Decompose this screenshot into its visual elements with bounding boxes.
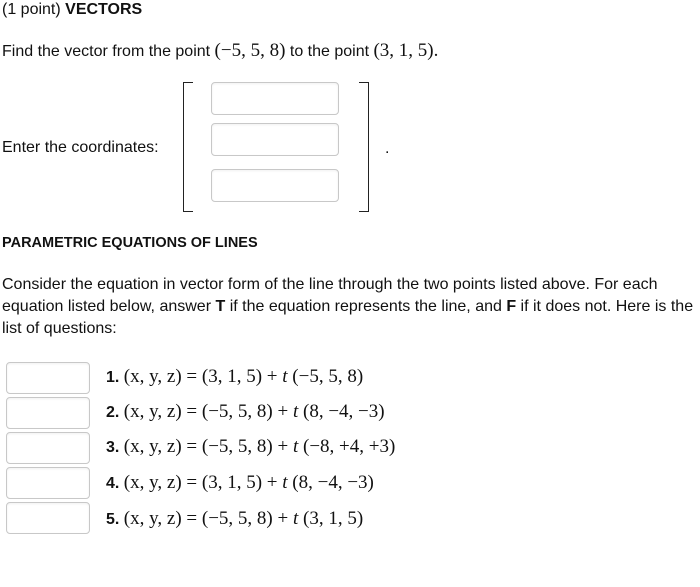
coordinates-label: Enter the coordinates:	[2, 139, 159, 156]
equation-direction: (3, 1, 5)	[298, 508, 364, 529]
equation-plus: +	[262, 366, 283, 387]
coordinate-y-input[interactable]	[211, 123, 339, 156]
trailing-period: .	[385, 140, 390, 157]
equation-point: (3, 1, 5)	[201, 472, 263, 493]
equation-direction: (−5, 5, 8)	[287, 366, 364, 387]
problem-header	[2, 1, 142, 19]
equation-row-2	[106, 401, 385, 423]
parameter-t: t	[282, 366, 288, 387]
parameter-t: t	[282, 472, 288, 493]
equation-point: (−5, 5, 8)	[201, 508, 273, 529]
equation-plus: +	[272, 401, 293, 422]
coordinate-z-input[interactable]	[211, 169, 339, 202]
instructions-text-1: Consider the equation in vector form of the line through the two points listed above. For each equation listed below, answer	[2, 276, 658, 315]
question-find-vector	[2, 40, 438, 62]
equation-row-5	[106, 508, 363, 530]
equation-point: (−5, 5, 8)	[201, 401, 273, 422]
left-bracket	[183, 82, 193, 212]
right-bracket	[359, 82, 369, 212]
question-prefix: Find the vector from the point	[2, 43, 215, 60]
answer-input-2[interactable]	[6, 397, 90, 429]
equation-number: 2.	[106, 404, 120, 421]
equation-direction: (8, −4, −3)	[298, 401, 385, 422]
equation-lhs: (x, y, z) =	[123, 472, 202, 493]
equation-lhs: (x, y, z) =	[123, 436, 202, 457]
answer-input-5[interactable]	[6, 502, 90, 534]
false-letter: F	[506, 298, 517, 315]
equation-number: 4.	[106, 475, 120, 492]
equation-direction: (−8, +4, +3)	[298, 436, 396, 457]
equation-plus: +	[272, 436, 293, 457]
parameter-t: t	[292, 401, 299, 422]
equation-point: (3, 1, 5)	[201, 366, 263, 387]
section-title-vectors: VECTORS	[65, 1, 143, 18]
instructions-text-3: if it does not. Here is the list of questions:	[2, 298, 694, 337]
equation-plus: +	[272, 508, 293, 529]
equation-lhs: (x, y, z) =	[123, 366, 202, 387]
equation-lhs: (x, y, z) =	[123, 401, 202, 422]
true-letter: T	[215, 298, 226, 315]
points-label: (1 point)	[2, 1, 61, 18]
equation-direction: (8, −4, −3)	[287, 472, 374, 493]
answer-input-4[interactable]	[6, 467, 90, 499]
point-b: (3, 1, 5)	[373, 40, 434, 61]
equation-row-4	[106, 472, 374, 494]
equation-point: (−5, 5, 8)	[201, 436, 273, 457]
instructions-text-2: if the equation represents the line, and	[225, 298, 507, 315]
point-a: (−5, 5, 8)	[214, 40, 286, 61]
equation-number: 3.	[106, 439, 120, 456]
section-title-parametric: PARAMETRIC EQUATIONS OF LINES	[2, 235, 258, 251]
equation-number: 1.	[106, 369, 120, 386]
coordinate-x-input[interactable]	[211, 82, 339, 115]
equation-number: 5.	[106, 511, 120, 528]
parameter-t: t	[292, 436, 299, 457]
answer-input-1[interactable]	[6, 362, 90, 394]
question-middle: to the point	[285, 43, 374, 60]
instructions-paragraph	[2, 274, 698, 340]
equation-row-3	[106, 436, 395, 458]
answer-input-3[interactable]	[6, 432, 90, 464]
equation-plus: +	[262, 472, 283, 493]
question-suffix: .	[433, 40, 439, 61]
parameter-t: t	[292, 508, 299, 529]
equation-lhs: (x, y, z) =	[123, 508, 202, 529]
equation-row-1	[106, 366, 363, 388]
